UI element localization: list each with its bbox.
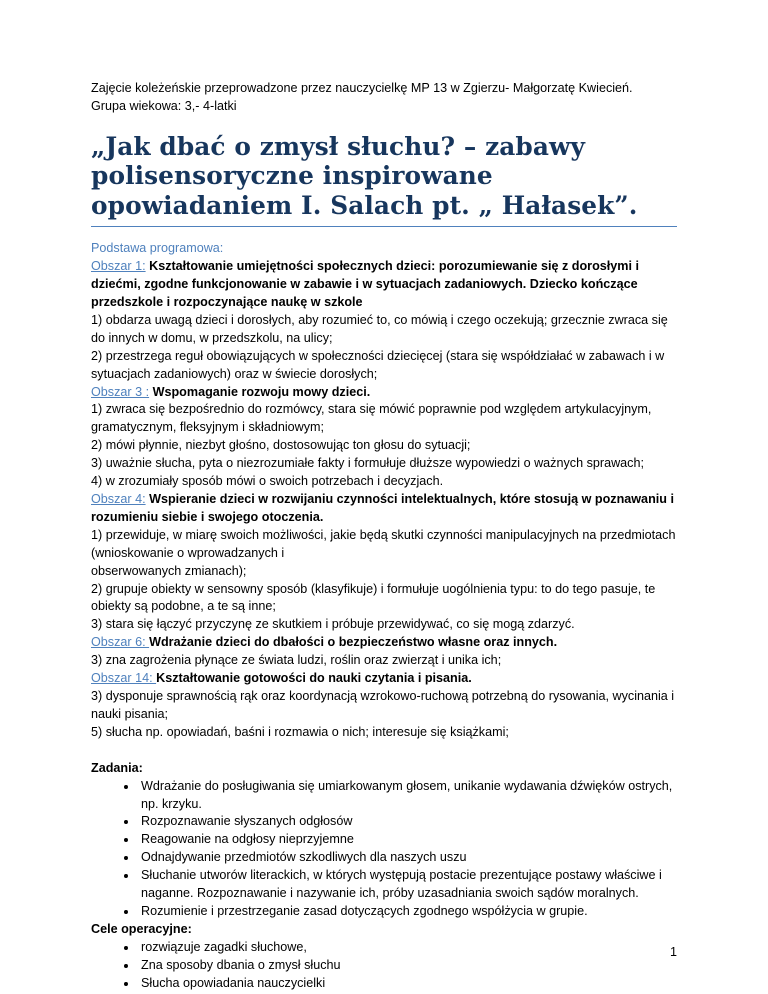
list-item: • Zna sposoby dbania o zmysł słuchu — [138, 957, 677, 975]
cele-list — [91, 939, 677, 993]
area-1-item: 2) przestrzega reguł obowiązujących w społeczności dziecięcej (stara się współdziałać w zabawach i w sytuacjach zadaniowych) oraz w świecie dorosłych; — [91, 348, 665, 381]
area-3-item: 4) w zrozumiały sposób mówi o swoich potrzebach i decyzjach. — [91, 474, 444, 489]
list-item: • rozwiązuje zagadki słuchowe, — [138, 939, 677, 957]
area-14 — [91, 670, 677, 688]
lesson-title: „Jak dbać o zmysł słuchu? – zabawy polisensoryczne inspirowane opowiadaniem I. Salach pt. „ Hałasek”. — [91, 132, 677, 228]
list-item: • Słuchanie utworów literackich, w których występują postacie prezentujące postawy właściwe i naganne. Rozpoznawanie i nazywanie ich, próby uzasadniania swoich sądów moralnych. — [138, 867, 677, 903]
cele-heading: Cele operacyjne: — [91, 921, 192, 936]
list-item: • Słucha opowiadania nauczycielki — [138, 975, 677, 993]
area-3-link[interactable]: Obszar 3 : — [91, 384, 150, 399]
page-content — [91, 80, 677, 992]
zadania-heading: Zadania: — [91, 760, 143, 775]
area-14-item: 3) dysponuje sprawnością rąk oraz koordynacją wzrokowo-ruchową potrzebną do rysowania, wycinania i nauki pisania; — [91, 688, 675, 721]
age-group: Grupa wiekowa: 3,- 4-latki — [91, 98, 237, 113]
podstawa-heading: Podstawa programowa: — [91, 241, 224, 256]
area-1 — [91, 258, 677, 312]
area-3-title: Wspomaganie rozwoju mowy dzieci. — [149, 384, 371, 399]
list-item: • Rozpoznawanie słyszanych odgłosów — [138, 813, 677, 831]
area-6-item: 3) zna zagrożenia płynące ze świata ludzi, roślin oraz zwierząt i unika ich; — [91, 653, 502, 668]
area-3-item: 3) uważnie słucha, pyta o niezrozumiałe fakty i formułuje dłuższe wypowiedzi o ważnych sprawach; — [91, 456, 644, 471]
area-6-link[interactable]: Obszar 6: — [91, 635, 150, 650]
area-1-title: Kształtowanie umiejętności społecznych dzieci: porozumiewanie się z dorosłymi i dziećmi, zgodne funkcjonowanie w zabawie i w sytuacjach zadaniowych. Dziecko kończące przedszkole i rozpoczynające naukę w szkole — [91, 259, 639, 310]
area-4-link[interactable]: Obszar 4: — [91, 492, 146, 506]
spacer — [91, 742, 677, 760]
list-item: • Reagowanie na odgłosy nieprzyjemne — [138, 831, 677, 849]
area-4-item: 2) grupuje obiekty w sensowny sposób (klasyfikuje) i formułuje uogólnienia typu: to do tego pasuje, te obiekty są podobne, a te są inne; — [91, 581, 656, 614]
area-14-item: 5) słucha np. opowiadań, baśni i rozmawia o nich; interesuje się książkami; — [91, 724, 509, 739]
area-4-title: Wspieranie dzieci w rozwijaniu czynności intelektualnych, które stosują w poznawaniu i rozumieniu siebie i swojego otoczenia. — [91, 492, 674, 524]
list-item: • Odnajdywanie przedmiotów szkodliwych dla naszych uszu — [138, 849, 677, 867]
area-6-title: Wdrażanie dzieci do dbałości o bezpieczeństwo własne oraz innych. — [149, 635, 558, 650]
zadania-list — [91, 778, 677, 921]
area-14-title: Kształtowanie gotowości do nauki czytania i pisania. — [156, 671, 472, 686]
list-item: • Rozumienie i przestrzeganie zasad dotyczących zgodnego współżycia w grupie. — [138, 903, 677, 921]
area-3-item: 2) mówi płynnie, niezbyt głośno, dostosowując ton głosu do sytuacji; — [91, 438, 471, 453]
area-6 — [91, 634, 677, 652]
area-4-item: 3) stara się łączyć przyczynę ze skutkiem i próbuje przewidywać, co się mogą zdarzyć. — [91, 617, 575, 632]
list-item: • Wdrażanie do posługiwania się umiarkowanym głosem, unikanie wydawania dźwięków ostrych, np. krzyku. — [138, 778, 677, 814]
area-3-item: 1) zwraca się bezpośrednio do rozmówcy, stara się mówić poprawnie pod względem artykulacyjnym, gramatycznym, fleksyjnym i składniowym; — [91, 402, 652, 435]
area-4 — [91, 491, 677, 527]
area-3 — [91, 384, 677, 402]
area-1-item: 1) obdarza uwagą dzieci i dorosłych, aby rozumieć to, co mówią i czego oczekują; grzecznie zwraca się do innych w domu, w przedszkolu, na ulicy; — [91, 312, 668, 345]
intro-line: Zajęcie koleżeńskie przeprowadzone przez nauczycielkę MP 13 w Zgierzu- Małgorzatę Kwiecień. — [91, 81, 633, 95]
area-1-link[interactable]: Obszar 1: — [91, 259, 146, 274]
page-number: 1 — [669, 945, 677, 959]
area-4-item: 1) przewiduje, w miarę swoich możliwości, jakie będą skutki czynności manipulacyjnych na przedmiotach (wnioskowanie o wprowadzanych i — [91, 527, 676, 560]
area-14-link[interactable]: Obszar 14: — [91, 671, 157, 686]
area-4-item: obserwowanych zmianach); — [91, 563, 247, 578]
